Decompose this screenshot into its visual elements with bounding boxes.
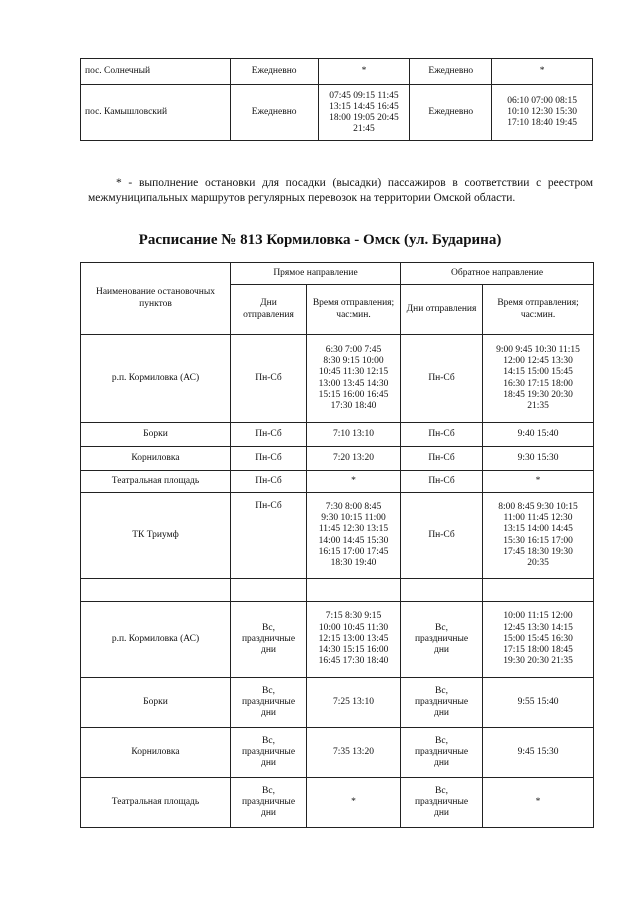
table-row bbox=[81, 778, 594, 828]
table-row bbox=[81, 471, 594, 493]
header-forward: Прямое направление bbox=[231, 263, 401, 285]
forward-days: Вс, праздничные дни bbox=[231, 602, 307, 678]
backward-times: 9:30 15:30 bbox=[483, 447, 594, 471]
header-stop-column: Наименование остановочных пунктов bbox=[81, 263, 231, 335]
backward-times: 9:00 9:45 10:30 11:15 12:00 12:45 13:30 14:15 15:00 15:45 16:30 17:15 18:00 18:45 19:30 20:30 21:35 bbox=[483, 335, 594, 423]
backward-times: 06:10 07:00 08:15 10:10 12:30 15:30 17:10 18:40 19:45 bbox=[492, 85, 593, 141]
stop-name: р.п. Кормиловка (АС) bbox=[81, 602, 231, 678]
forward-times: 7:30 8:00 8:45 9:30 10:15 11:00 11:45 12:30 13:15 14:00 14:45 15:30 16:15 17:00 17:45 18:30 19:40 bbox=[307, 493, 401, 579]
backward-times: 8:00 8:45 9:30 10:15 11:00 11:45 12:30 13:15 14:00 14:45 15:30 16:15 17:00 17:45 18:30 19:30 20:35 bbox=[483, 493, 594, 579]
table-row bbox=[81, 579, 594, 602]
stop-name: пос. Камышловский bbox=[81, 85, 231, 141]
backward-days: Вс, праздничные дни bbox=[401, 602, 483, 678]
backward-days: Вс, праздничные дни bbox=[401, 678, 483, 728]
header-days: Дни отправления bbox=[231, 285, 307, 335]
backward-times: * bbox=[483, 778, 594, 828]
backward-times: * bbox=[483, 471, 594, 493]
backward-times: 10:00 11:15 12:00 12:45 13:30 14:15 15:00 15:45 16:30 17:15 18:00 18:45 19:30 20:30 21:35 bbox=[483, 602, 594, 678]
stop-name: ТК Триумф bbox=[81, 493, 231, 579]
backward-times: * bbox=[492, 59, 593, 85]
top-schedule-table bbox=[80, 58, 593, 141]
forward-days: Вс, праздничные дни bbox=[231, 678, 307, 728]
forward-times: * bbox=[318, 59, 410, 85]
stop-name: Корниловка bbox=[81, 728, 231, 778]
backward-days: Ежедневно bbox=[410, 59, 492, 85]
backward-times: 9:45 15:30 bbox=[483, 728, 594, 778]
forward-days: Пн-Сб bbox=[231, 471, 307, 493]
table-row bbox=[81, 728, 594, 778]
main-schedule-table bbox=[80, 262, 594, 828]
forward-times: 7:35 13:20 bbox=[307, 728, 401, 778]
table-row bbox=[81, 493, 594, 579]
header-row bbox=[81, 263, 594, 285]
backward-days: Вс, праздничные дни bbox=[401, 728, 483, 778]
forward-days: Вс, праздничные дни bbox=[231, 778, 307, 828]
stop-name: Театральная площадь bbox=[81, 778, 231, 828]
forward-times: 7:15 8:30 9:15 10:00 10:45 11:30 12:15 13:00 13:45 14:30 15:15 16:00 16:45 17:30 18:40 bbox=[307, 602, 401, 678]
backward-days: Пн-Сб bbox=[401, 447, 483, 471]
backward-days: Вс, праздничные дни bbox=[401, 778, 483, 828]
backward-days: Ежедневно bbox=[410, 85, 492, 141]
header-time: Время отправления; час:мин. bbox=[483, 285, 594, 335]
forward-days: Пн-Сб bbox=[231, 493, 307, 579]
backward-days: Пн-Сб bbox=[401, 493, 483, 579]
backward-days: Пн-Сб bbox=[401, 423, 483, 447]
header-days: Дни отправления bbox=[401, 285, 483, 335]
stop-name: р.п. Кормиловка (АС) bbox=[81, 335, 231, 423]
table-row bbox=[81, 335, 594, 423]
forward-days: Ежедневно bbox=[230, 59, 318, 85]
forward-times: 7:25 13:10 bbox=[307, 678, 401, 728]
table-row bbox=[81, 602, 594, 678]
stop-name: Театральная площадь bbox=[81, 471, 231, 493]
forward-days: Ежедневно bbox=[230, 85, 318, 141]
forward-days: Пн-Сб bbox=[231, 447, 307, 471]
page-title: Расписание № 813 Кормиловка - Омск (ул. Бударина) bbox=[138, 232, 502, 248]
forward-times: 07:45 09:15 11:45 13:15 14:45 16:45 18:00 19:05 20:45 21:45 bbox=[318, 85, 410, 141]
table-row bbox=[81, 59, 593, 85]
table-row bbox=[81, 85, 593, 141]
stop-name: Борки bbox=[81, 423, 231, 447]
forward-times: * bbox=[307, 778, 401, 828]
stop-name: пос. Солнечный bbox=[81, 59, 231, 85]
table-row bbox=[81, 678, 594, 728]
table-row bbox=[81, 447, 594, 471]
backward-times: 9:40 15:40 bbox=[483, 423, 594, 447]
forward-times: 7:10 13:10 bbox=[307, 423, 401, 447]
forward-times: 6:30 7:00 7:45 8:30 9:15 10:00 10:45 11:30 12:15 13:00 13:45 14:30 15:15 16:00 16:45 17:30 18:40 bbox=[307, 335, 401, 423]
stop-name: Борки bbox=[81, 678, 231, 728]
forward-days: Вс, праздничные дни bbox=[231, 728, 307, 778]
backward-days: Пн-Сб bbox=[401, 471, 483, 493]
backward-times: 9:55 15:40 bbox=[483, 678, 594, 728]
footnote: * - выполнение остановки для посадки (высадки) пассажиров в соответствии с реестром межмуниципальных маршрутов регулярных перевозок на территории Омской области. bbox=[88, 176, 593, 204]
header-time: Время отправления; час:мин. bbox=[307, 285, 401, 335]
forward-days: Пн-Сб bbox=[231, 335, 307, 423]
stop-name: Корниловка bbox=[81, 447, 231, 471]
backward-days: Пн-Сб bbox=[401, 335, 483, 423]
header-backward: Обратное направление bbox=[401, 263, 594, 285]
forward-times: 7:20 13:20 bbox=[307, 447, 401, 471]
forward-days: Пн-Сб bbox=[231, 423, 307, 447]
table-row bbox=[81, 423, 594, 447]
forward-times: * bbox=[307, 471, 401, 493]
